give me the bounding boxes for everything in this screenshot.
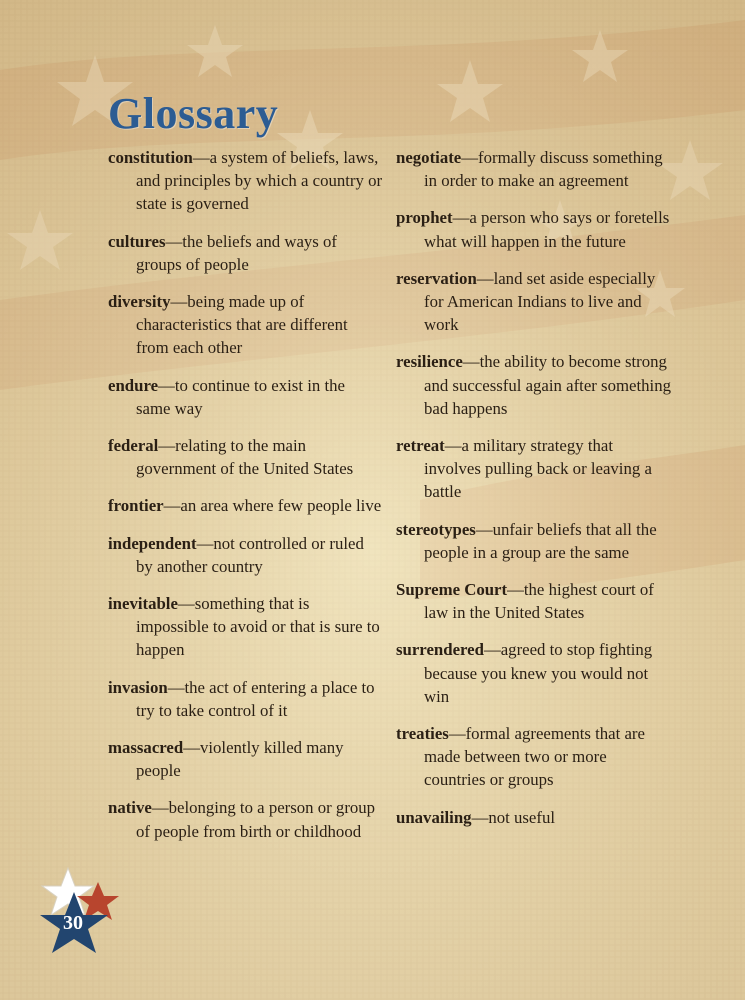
glossary-definition: —to continue to exist in the same way	[136, 375, 345, 418]
glossary-term: invasion	[108, 677, 168, 697]
glossary-term: federal	[108, 436, 159, 456]
glossary-entry	[108, 290, 383, 360]
glossary-entry	[108, 736, 383, 782]
glossary-term: treaties	[396, 724, 449, 744]
glossary-entry	[396, 350, 671, 420]
glossary-definition: —agreed to stop fighting because you knew you would not win	[424, 640, 653, 706]
glossary-entry	[396, 206, 671, 252]
glossary-definition: —unfair beliefs that all the people in a group are the same	[424, 519, 657, 562]
glossary-term: negotiate	[396, 148, 462, 167]
glossary-term: diversity	[108, 292, 171, 312]
glossary-entry	[108, 230, 383, 276]
glossary-definition: —an area where few people live	[163, 496, 382, 516]
glossary-term: massacred	[108, 738, 184, 758]
glossary-entry	[108, 434, 383, 480]
glossary-term: prophet	[396, 208, 453, 228]
glossary-term: surrendered	[396, 640, 484, 660]
glossary-term: unavailing	[396, 807, 472, 827]
glossary-term: frontier	[108, 496, 164, 516]
glossary-term: reservation	[396, 268, 477, 288]
glossary-definition: —the ability to become strong and successful again after something bad happens	[424, 352, 671, 418]
glossary-definition: —the act of entering a place to try to take control of it	[136, 677, 375, 720]
glossary-definition: —formally discuss something in order to make an agreement	[424, 148, 663, 191]
glossary-entry	[396, 434, 671, 504]
glossary-definition: —being made up of characteristics that are different from each other	[136, 292, 348, 358]
glossary-term: inevitable	[108, 594, 178, 614]
glossary-entry	[108, 146, 383, 216]
glossary-definition: —not useful	[471, 807, 555, 827]
glossary-definition: —relating to the main government of the United States	[136, 436, 354, 479]
glossary-term: native	[108, 798, 152, 818]
glossary-definition: —violently killed many people	[136, 738, 344, 781]
glossary-term: stereotypes	[396, 519, 476, 539]
glossary-definition: —belonging to a person or group of people from birth or childhood	[136, 798, 376, 841]
glossary-definition: —something that is impossible to avoid or that is sure to happen	[136, 594, 380, 660]
glossary-term: resilience	[396, 352, 463, 372]
glossary-definition: —the highest court of law in the United States	[424, 580, 654, 623]
glossary-definition: —a system of beliefs, laws, and principles by which a country or state is governed	[136, 148, 383, 214]
glossary-term: independent	[108, 533, 197, 553]
glossary-term: cultures	[108, 231, 166, 251]
glossary-term: endure	[108, 375, 159, 395]
glossary-definition: —land set aside especially for American Indians to live and work	[424, 268, 656, 335]
glossary-entry	[108, 532, 383, 578]
page-number: 30	[63, 912, 83, 934]
glossary-definition: —a military strategy that involves pulling back or leaving a battle	[424, 436, 652, 502]
glossary-definition: —the beliefs and ways of groups of people	[136, 231, 337, 274]
glossary-entry	[396, 518, 671, 564]
glossary-entry	[108, 676, 383, 722]
glossary-entry	[108, 796, 383, 842]
page-title: Glossary	[108, 89, 279, 138]
glossary-entry	[108, 374, 383, 420]
glossary-entry	[396, 638, 671, 708]
glossary-entry	[108, 494, 383, 517]
glossary-term: constitution	[108, 148, 193, 167]
glossary-entry	[396, 146, 671, 192]
glossary-entry	[396, 806, 671, 829]
glossary-entry	[396, 578, 671, 624]
glossary-term: Supreme Court	[396, 580, 508, 600]
glossary-term: retreat	[396, 436, 445, 456]
glossary-definition: —a person who says or foretells what will happen in the future	[424, 208, 670, 251]
glossary-right-column	[396, 146, 671, 829]
glossary-entry	[108, 592, 383, 662]
glossary-entry	[396, 267, 671, 337]
glossary-definition: —not controlled or ruled by another country	[136, 533, 364, 576]
glossary-definition: —formal agreements that are made between two or more countries or groups	[424, 724, 645, 790]
glossary-entry	[396, 722, 671, 792]
glossary-left-column	[108, 146, 383, 843]
